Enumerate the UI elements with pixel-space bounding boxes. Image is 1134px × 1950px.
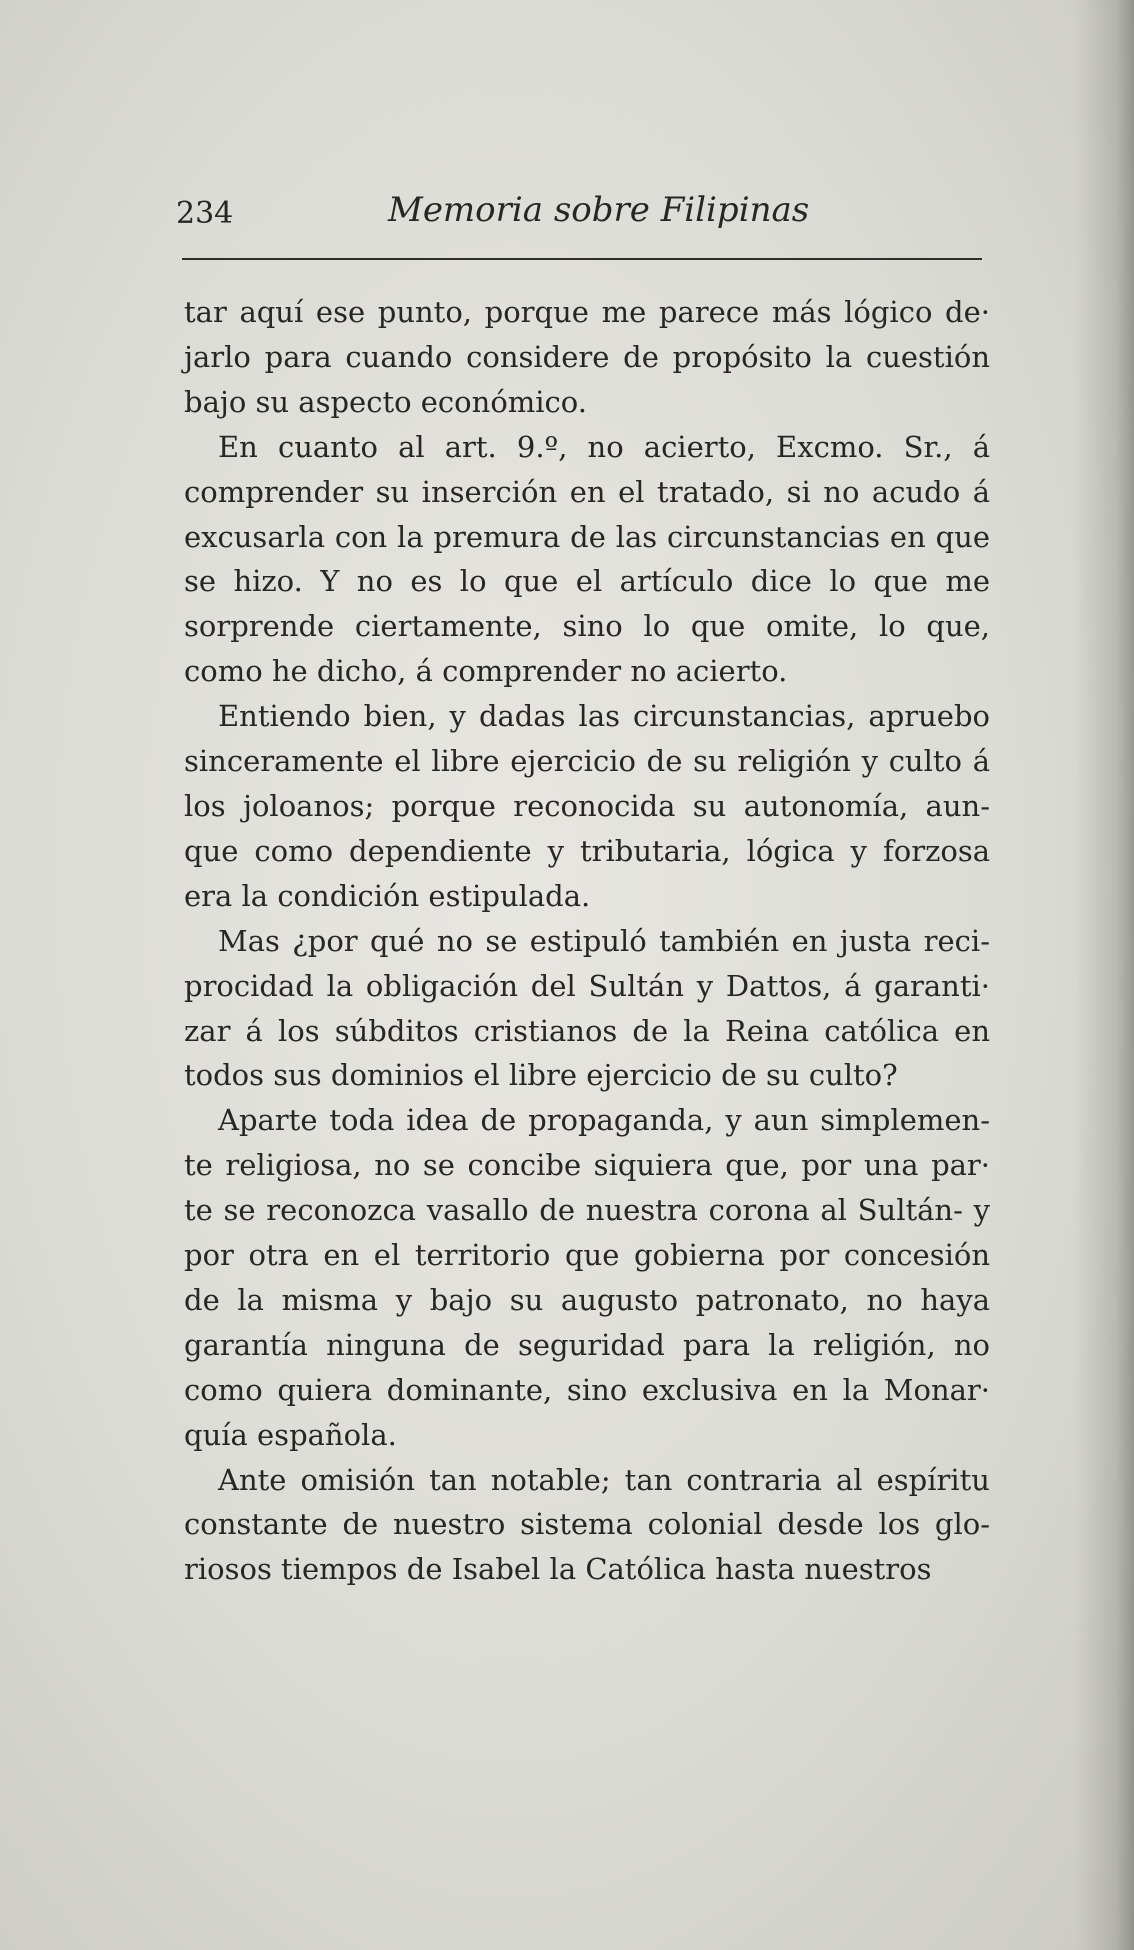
paragraph-ante: Ante omisión tan notable; tan contraria al espíritu constante de nuestro sistema colonial desde los glo- riosos tiempos de Isabel la Católica hasta nuestros <box>184 1462 990 1587</box>
paragraph-mas: Mas ¿por qué no se estipuló también en justa reci- procidad la obligación del Sultán y Dattos, á garanti· zar á los súbditos cristianos de la Reina católica en todos sus dominios el libre ejercicio de su culto? <box>184 923 990 1093</box>
header-rule <box>182 258 982 260</box>
paragraph-entiendo: Entiendo bien, y dadas las circunstancias, apruebo sinceramente el libre ejercicio de su religión y culto á los joloanos; porque reconocida su autonomía, aun- que como dependiente y tributaria, lógica y forzosa era la condición estipulada. <box>184 699 990 913</box>
page-number: 234 <box>176 196 234 231</box>
page-edge-shadow <box>1074 0 1134 1950</box>
running-title: Memoria sobre Filipinas <box>388 190 810 230</box>
paragraph-aparte: Aparte toda idea de propaganda, y aun simplemen- te religiosa, no se concibe siquiera que, por una par· te se reconozca vasallo de nuestra corona al Sultán- y por otra en el territorio que gobierna por concesión de la misma y bajo su augusto patronato, no haya garantía ninguna de seguridad para la religión, no como quiera dominante, sino exclusiva en la Monar· quía española. <box>184 1103 990 1452</box>
page-header <box>176 190 976 250</box>
body-text <box>184 290 990 1592</box>
paragraph-art-9: En cuanto al art. 9.º, no acierto, Excmo. Sr., á comprender su inserción en el tratado, si no acudo á excusarla con la premura de las circunstancias en que se hizo. Y no es lo que el artículo dice lo que me sorprende ciertamente, sino lo que omite, lo que, como he dicho, á comprender no acierto. <box>184 429 990 689</box>
paragraph-continuation: tar aquí ese punto, porque me parece más lógico de· jarlo para cuando considere de propósito la cuestión bajo su aspecto económico. <box>184 295 990 419</box>
